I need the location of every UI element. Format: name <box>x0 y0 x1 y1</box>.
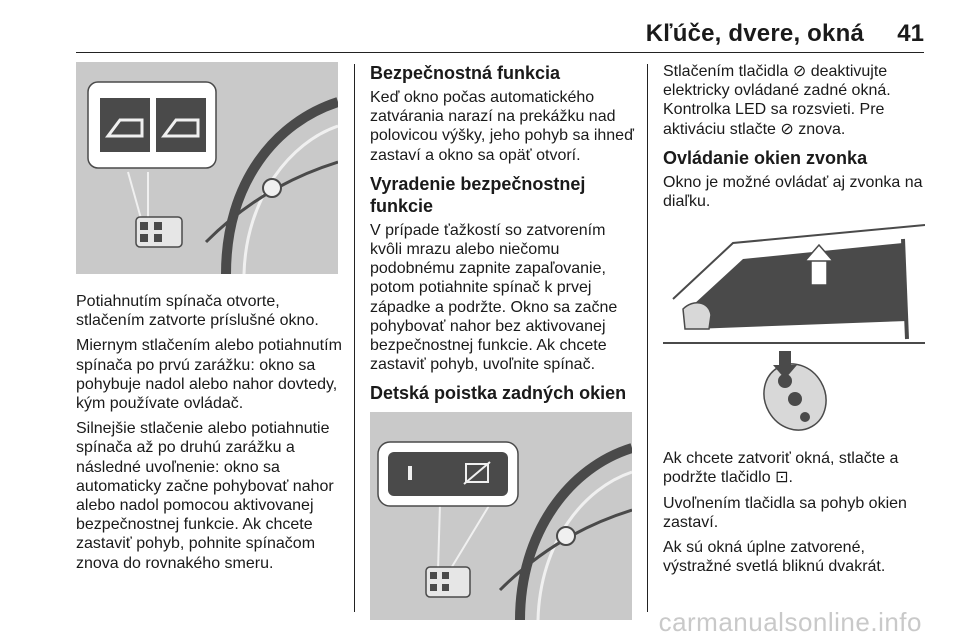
paragraph-child-lock: Stlačením tlačidla ⊘ deaktivujte elektricky ovládané zadné okná. Kontrolka LED sa rozsvieti. Pre aktiváciu stlačte ⊘ znova. <box>663 63 891 138</box>
child-lock-drawing <box>370 412 632 620</box>
child-lock-illustration <box>370 412 632 620</box>
paragraph-disable-safety: V prípade ťažkostí so zatvorením kvôli mrazu alebo niečomu podobnému zapnite zapaľovanie, potom potiahnite spínač k prvej západke a podržte. Okno sa začne pohybovať nahor bez aktivovanej bezpečnostnej funkcie. Ak chcete zastaviť pohyb, uvoľnite spínač. <box>370 221 618 374</box>
column-divider-1 <box>354 64 355 612</box>
paragraph-open-close: Potiahnutím spínača otvorte, stlačením zatvorte príslušné okno. <box>76 293 319 330</box>
page-number: 41 <box>897 20 924 47</box>
heading-safety-function: Bezpečnostná funkcia <box>370 63 561 83</box>
paragraph-first-detent: Miernym stlačením alebo potiahnutím spínača po prvú zarážku: okno sa pohybuje nadol alebo nahor dovtedy, kým používate ovládač. <box>76 337 342 413</box>
watermark: carmanualsonline.info <box>658 607 922 637</box>
page-title: Kľúče, dvere, okná <box>645 20 864 47</box>
car-window-illustration <box>663 219 925 347</box>
column-divider-2 <box>647 64 648 612</box>
window-switch-illustration <box>76 62 338 274</box>
heading-disable-safety: Vyradenie bezpečnostnej funkcie <box>370 173 586 216</box>
heading-remote-operation: Ovládanie okien zvonka <box>663 147 868 168</box>
paragraph-remote-operation: Okno je možné ovládať aj zvonka na diaľku. <box>663 173 923 211</box>
paragraph-windows-closed: Ak sú okná úplne zatvorené, výstražné svetlá bliknú dvakrát. <box>663 539 886 576</box>
right-column <box>663 62 933 582</box>
window-switch-drawing <box>76 62 338 274</box>
heading-child-lock: Detská poistka zadných okien <box>370 383 627 404</box>
paragraph-release-button: Uvoľnením tlačidla sa pohyb okien zastaví. <box>663 494 907 531</box>
car-window-drawing <box>663 219 925 347</box>
remote-key-illustration <box>663 347 925 435</box>
middle-column <box>370 62 642 620</box>
header-rule <box>76 52 924 53</box>
paragraph-close-windows: Ak chcete zatvoriť okná, stlačte a podržte tlačidlo ⊡. <box>663 450 899 487</box>
paragraph-safety-function: Keď okno počas automatického zatvárania narazí na prekážku nad polovicou výšky, jeho pohyb sa ihneď zastaví a okno sa opäť otvorí. <box>370 89 634 164</box>
remote-key-drawing <box>663 347 925 435</box>
paragraph-second-detent: Silnejšie stlačenie alebo potiahnutie spínača až po druhú zarážku a následné uvoľnenie: okno sa automaticky začne pohybovať nahor alebo nadol pomocou aktivovanej bezpečnostnej funkcie. Ak chcete zastaviť pohyb, pohnite spínačom znova do rovnakého smeru. <box>76 420 334 572</box>
left-column <box>76 62 348 579</box>
